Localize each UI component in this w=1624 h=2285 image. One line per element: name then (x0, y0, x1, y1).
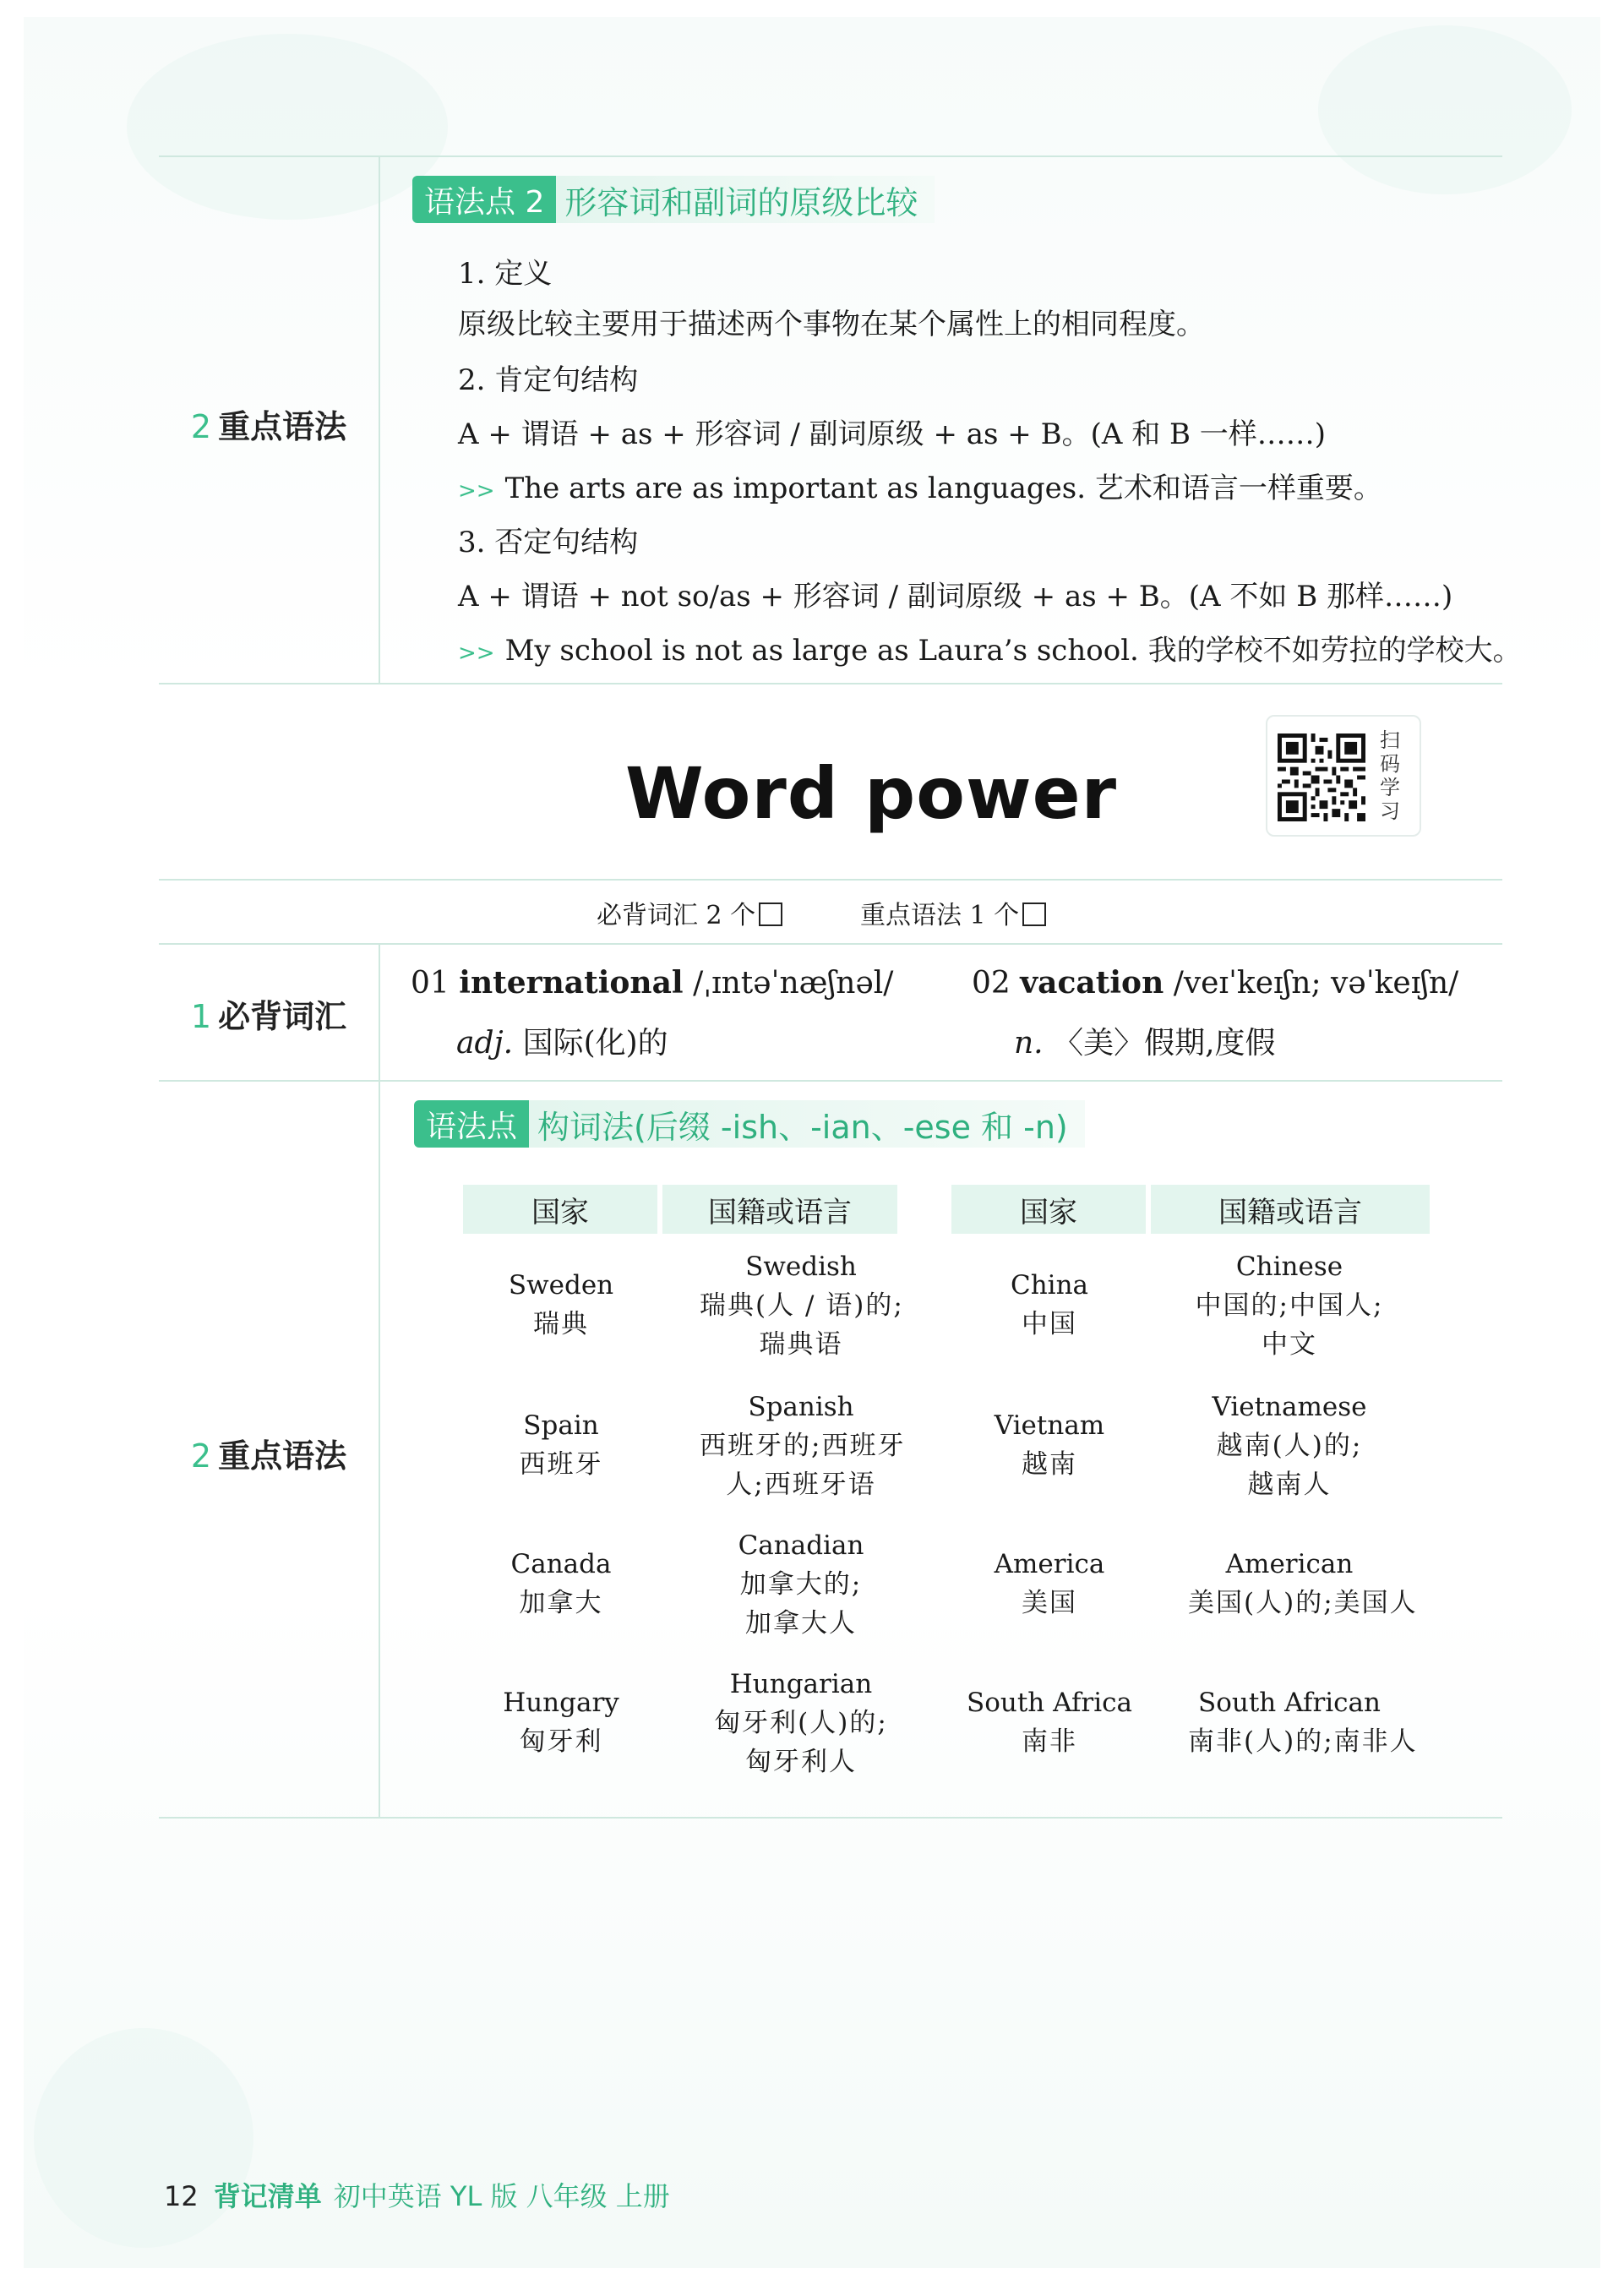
cell-zh: 中文 (1262, 1329, 1317, 1360)
cell-zh: 西班牙的;西班牙 (700, 1431, 906, 1461)
cell-zh: 加拿大 (519, 1588, 603, 1618)
grammar-tag (412, 176, 935, 223)
watermark-blob (1318, 25, 1572, 194)
section-number: 2 (190, 1437, 212, 1475)
checkbox[interactable] (1022, 903, 1046, 926)
table-cell (948, 1406, 1151, 1484)
vocab-item (972, 965, 1458, 1001)
page-footer (164, 2175, 670, 2214)
vocab-definition: 国际(化)的 (522, 1026, 668, 1061)
cell-zh: 瑞典语 (759, 1329, 843, 1360)
grammar-tag-title: 构词法(后缀 -ish、-ian、-ese 和 -n) (529, 1100, 1085, 1148)
count-grammar-text: 重点语法 1 个 (860, 901, 1020, 930)
divider (379, 155, 380, 683)
cell-zh: 南非(人)的;南非人 (1188, 1726, 1418, 1757)
section-label-text: 重点语法 (218, 1437, 347, 1475)
table-cell (1188, 1388, 1391, 1504)
cell-zh: 中国 (1022, 1309, 1077, 1339)
vocab-meaning (1014, 1019, 1276, 1062)
cell-en: Swedish (745, 1252, 857, 1282)
cell-zh: 瑞典 (533, 1309, 589, 1339)
table-cell (1188, 1247, 1391, 1364)
cell-en: America (994, 1549, 1105, 1579)
cell-zh: 匈牙利 (519, 1726, 603, 1757)
cell-zh: 匈牙利(人)的; (714, 1708, 888, 1738)
cell-zh: 加拿大人 (745, 1608, 857, 1639)
vocab-phonetic: /veɪˈkeɪʃn; vəˈkeɪʃn/ (1173, 966, 1459, 1001)
text-line: A + 谓语 + not so/as + 形容词 / 副词原级 + as + B。(A 不如 B 那样……) (458, 580, 1453, 614)
table-cell (700, 1526, 902, 1643)
section-label-grammar (161, 401, 377, 447)
qr-code-icon (1278, 733, 1365, 821)
text-line: 2. 肯定句结构 (458, 363, 639, 397)
cell-zh: 西班牙 (519, 1449, 603, 1480)
cell-en: Vietnamese (1212, 1392, 1367, 1422)
cell-en: Hungarian (729, 1669, 873, 1699)
cell-en: South Africa (966, 1688, 1133, 1718)
cell-en: Spain (523, 1410, 599, 1441)
example-zh: 我的学校不如劳拉的学校大。 (1147, 634, 1522, 668)
qr-card[interactable] (1266, 715, 1421, 837)
cell-en: Hungary (503, 1688, 619, 1718)
section-number: 1 (190, 998, 212, 1035)
vocab-definition: 〈美〉假期,度假 (1053, 1026, 1276, 1061)
cell-zh: 美国(人)的;美国人 (1188, 1588, 1418, 1618)
table-header-cell: 国籍或语言 (1151, 1185, 1430, 1234)
watermark-blob (127, 34, 448, 220)
vocab-item (411, 965, 893, 1001)
example-arrow-icon: >> (458, 641, 495, 666)
footer-brand: 背记清单 (213, 2180, 322, 2212)
divider (159, 943, 1502, 945)
example-en: The arts are as important as languages. (504, 472, 1087, 505)
section-number: 2 (190, 408, 212, 445)
table-header-cell: 国家 (463, 1185, 657, 1234)
vocab-meaning (456, 1019, 668, 1062)
section-label-text: 必背词汇 (218, 998, 347, 1035)
table-cell (460, 1545, 662, 1622)
cell-en: Vietnam (994, 1410, 1105, 1441)
unit-title: Word power (625, 752, 1118, 835)
table-cell (1188, 1683, 1418, 1761)
qr-caption: 扫码学习 (1380, 728, 1400, 823)
table-cell (460, 1406, 662, 1484)
cell-en: Spanish (748, 1392, 854, 1422)
cell-zh: 南非 (1022, 1726, 1077, 1757)
text-line: 原级比较主要用于描述两个事物在某个属性上的相同程度。 (458, 308, 1205, 341)
cell-zh: 瑞典(人 / 语)的; (700, 1290, 904, 1321)
cell-en: Sweden (508, 1270, 614, 1301)
cell-en: Canadian (738, 1530, 864, 1561)
cell-zh: 越南 (1022, 1449, 1077, 1480)
cell-zh: 越南(人)的; (1216, 1431, 1363, 1461)
table-cell (700, 1388, 906, 1504)
grammar-tag-title: 形容词和副词的原级比较 (556, 176, 935, 223)
divider (159, 683, 1502, 684)
cell-en: China (1010, 1270, 1089, 1301)
page-number: 12 (164, 2180, 199, 2212)
table-cell (948, 1545, 1151, 1622)
table-cell (1188, 1545, 1418, 1622)
vocab-pos: adj. (456, 1026, 514, 1061)
example-en: My school is not as large as Laura’s school. (504, 634, 1139, 668)
table-cell (460, 1266, 662, 1344)
cell-en: Chinese (1235, 1252, 1343, 1282)
table-cell (700, 1665, 902, 1781)
count-vocab-text: 必背词汇 2 个 (597, 901, 756, 930)
cell-en: South African (1197, 1688, 1381, 1718)
vocab-word: vacation (1020, 965, 1164, 1001)
table-cell (948, 1266, 1151, 1344)
divider (379, 943, 380, 1817)
checkbox[interactable] (759, 903, 782, 926)
example-arrow-icon: >> (458, 478, 495, 504)
cell-zh: 越南人 (1247, 1470, 1332, 1500)
watermark-blob (34, 2028, 253, 2248)
table-cell (700, 1247, 902, 1364)
section-label-text: 重点语法 (218, 408, 347, 445)
table-header-cell: 国籍或语言 (662, 1185, 897, 1234)
grammar-tag-box: 语法点 2 (412, 176, 556, 223)
table-cell (948, 1683, 1151, 1761)
count-grammar (860, 894, 1046, 931)
cell-zh: 人;西班牙语 (726, 1470, 876, 1500)
vocab-number: 02 (972, 966, 1011, 1001)
grammar-tag (414, 1100, 1085, 1148)
text-line: 1. 定义 (458, 257, 553, 291)
divider (159, 879, 1502, 881)
example-zh: 艺术和语言一样重要。 (1094, 472, 1382, 505)
vocab-number: 01 (411, 966, 450, 1001)
example-line (458, 627, 1522, 668)
cell-zh: 美国 (1022, 1588, 1077, 1618)
divider (159, 1817, 1502, 1819)
divider (159, 1080, 1502, 1082)
count-vocab (597, 894, 782, 931)
vocab-phonetic: /ˌɪntəˈnæʃnəl/ (693, 966, 894, 1001)
cell-en: Canada (510, 1549, 612, 1579)
table-cell (460, 1683, 662, 1761)
text-line: 3. 否定句结构 (458, 526, 639, 559)
footer-subtitle: 初中英语 YL 版 八年级 上册 (333, 2180, 670, 2212)
divider (159, 155, 1502, 157)
example-line (458, 465, 1382, 506)
cell-zh: 中国的;中国人; (1195, 1290, 1384, 1321)
vocab-word: international (459, 965, 684, 1001)
section-label-grammar (161, 1430, 377, 1476)
cell-en: American (1225, 1549, 1354, 1579)
vocab-pos: n. (1014, 1026, 1044, 1061)
table-header-cell: 国家 (951, 1185, 1146, 1234)
section-label-vocab (161, 990, 377, 1037)
cell-zh: 匈牙利人 (745, 1747, 857, 1777)
cell-zh: 加拿大的; (739, 1569, 863, 1600)
text-line: A + 谓语 + as + 形容词 / 副词原级 + as + B。(A 和 B 一样……) (458, 417, 1327, 451)
grammar-tag-box: 语法点 (414, 1100, 529, 1148)
